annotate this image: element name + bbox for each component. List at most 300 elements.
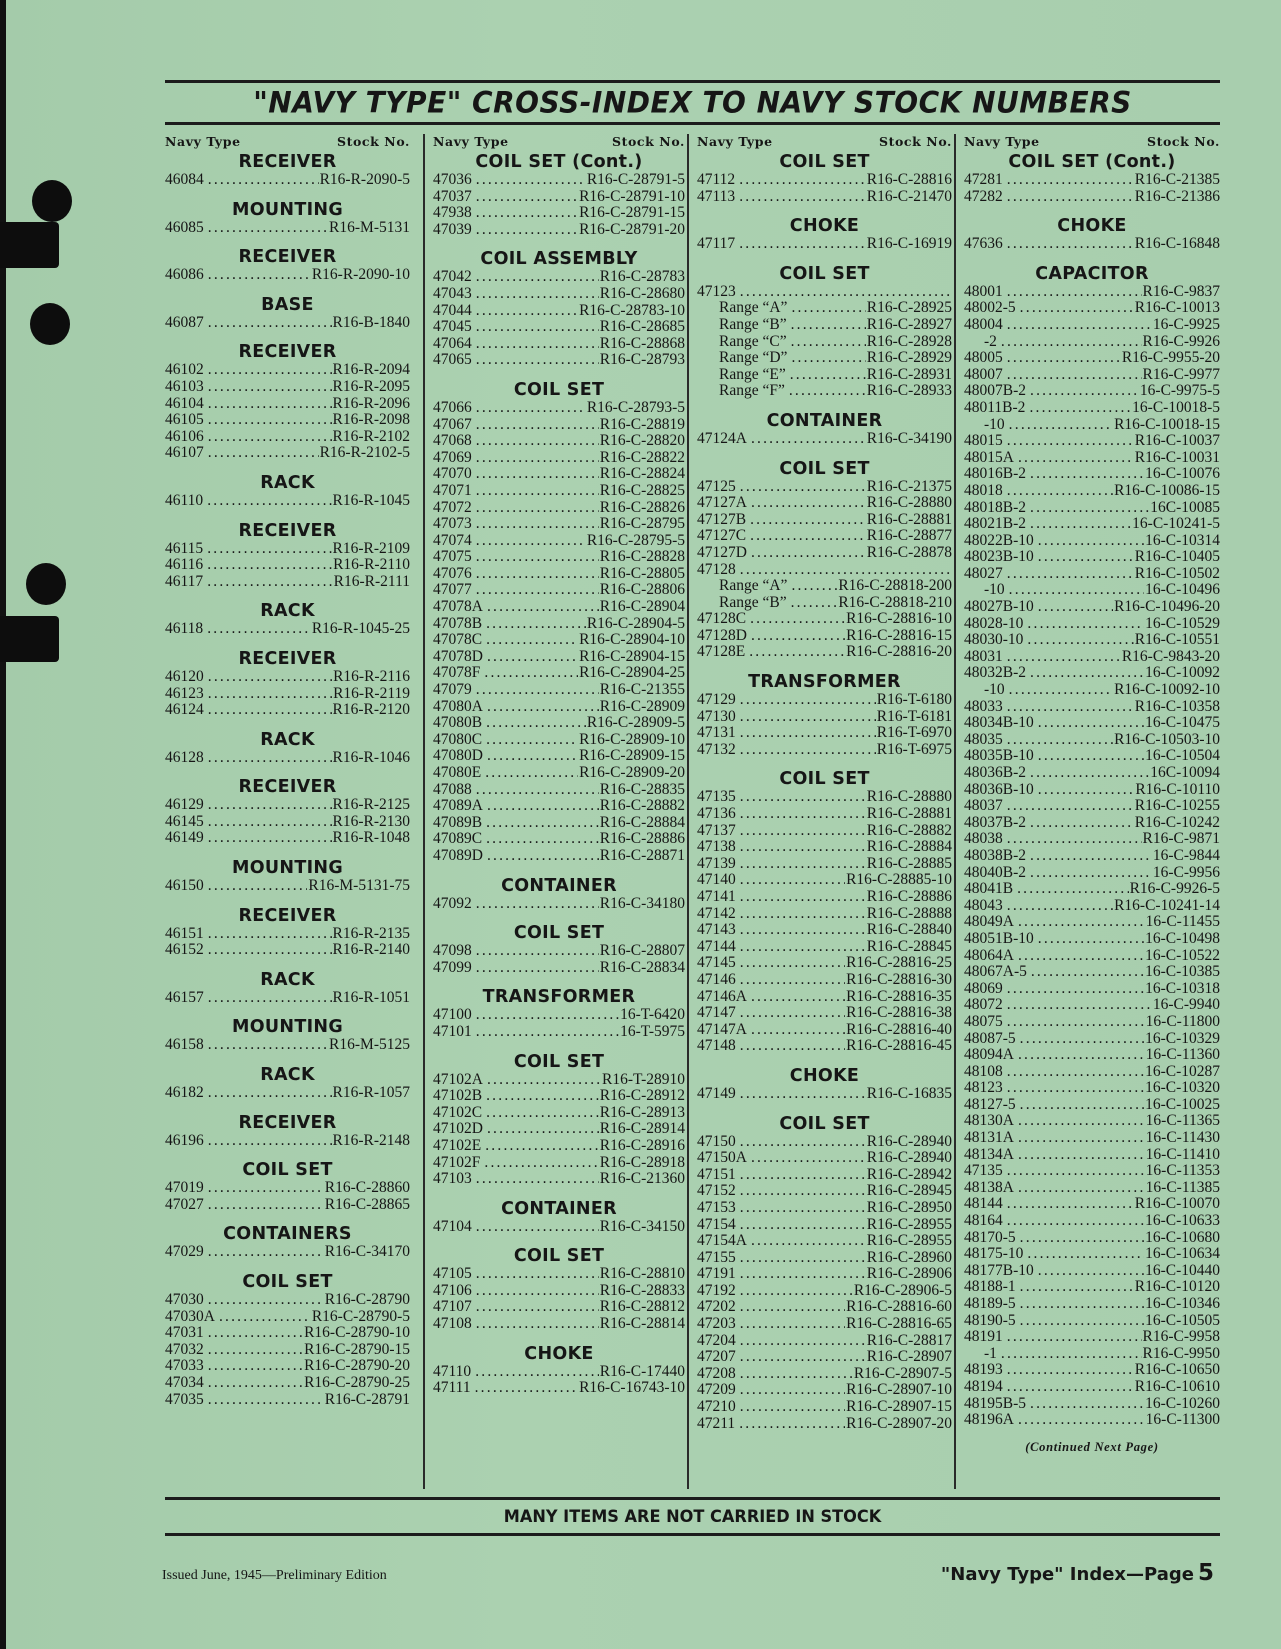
navy-type: 48016B-2 bbox=[964, 466, 1026, 483]
index-row bbox=[964, 1031, 1220, 1048]
index-row bbox=[697, 644, 952, 661]
stock-number: R16-C-16848 bbox=[1134, 236, 1220, 253]
leader-dots bbox=[1031, 964, 1144, 981]
leader-dots bbox=[1029, 400, 1131, 417]
stock-number: R16-C-28909-10 bbox=[579, 731, 685, 748]
stock-number: R16-C-9955-20 bbox=[1121, 350, 1220, 367]
index-row bbox=[433, 765, 685, 782]
navy-type: 47103 bbox=[433, 1171, 472, 1188]
index-row bbox=[697, 350, 952, 367]
index-row bbox=[964, 732, 1220, 749]
navy-type: 47135 bbox=[964, 1163, 1003, 1180]
navy-type: 48001 bbox=[964, 283, 1003, 300]
index-row bbox=[964, 1396, 1220, 1413]
index-row bbox=[964, 898, 1220, 915]
leader-dots bbox=[1027, 1246, 1144, 1263]
leader-dots bbox=[208, 412, 332, 429]
stock-number: R16-C-28886 bbox=[599, 831, 685, 848]
index-row bbox=[697, 1233, 952, 1250]
leader-dots bbox=[740, 1333, 866, 1350]
stock-number: R16-C-28816 bbox=[866, 172, 952, 188]
binder-tab-icon bbox=[0, 222, 59, 268]
index-row bbox=[964, 1329, 1220, 1346]
index-row bbox=[433, 500, 685, 517]
stock-number: R16-R-1051 bbox=[332, 989, 410, 1006]
leader-dots bbox=[749, 644, 845, 661]
index-row bbox=[433, 205, 685, 222]
navy-type: 47132 bbox=[697, 741, 736, 758]
stock-number: R16-C-28816-45 bbox=[846, 1038, 952, 1055]
index-row bbox=[964, 881, 1220, 898]
navy-type: 46158 bbox=[165, 1037, 204, 1054]
index-row bbox=[165, 814, 410, 831]
leader-dots bbox=[1030, 765, 1149, 782]
leader-dots bbox=[1007, 433, 1134, 450]
navy-type-header: Navy Type bbox=[165, 134, 241, 149]
stock-number: 16-C-9844 bbox=[1152, 847, 1220, 864]
leader-dots bbox=[740, 1316, 845, 1333]
category-heading: CONTAINER bbox=[501, 875, 617, 896]
leader-dots bbox=[475, 1364, 599, 1381]
stock-number: R16-C-28816-60 bbox=[846, 1299, 952, 1316]
leader-dots bbox=[485, 1138, 599, 1155]
index-row bbox=[964, 616, 1220, 633]
leader-dots bbox=[1007, 699, 1134, 716]
leader-dots bbox=[1020, 1097, 1144, 1114]
stock-number: R16-C-28907 bbox=[866, 1349, 952, 1366]
category-heading: COIL SET bbox=[779, 458, 870, 479]
index-row bbox=[433, 943, 685, 960]
index-row bbox=[964, 1163, 1220, 1180]
stock-number: R16-C-9950 bbox=[1142, 1345, 1220, 1362]
leader-dots bbox=[476, 352, 599, 369]
index-row bbox=[697, 939, 952, 956]
stock-number: 16-C-9940 bbox=[1152, 997, 1220, 1014]
stock-number: 16-C-11300 bbox=[1145, 1412, 1220, 1429]
index-row bbox=[697, 1316, 952, 1333]
navy-type: 47204 bbox=[697, 1332, 736, 1349]
navy-type: 48038 bbox=[964, 831, 1003, 848]
leader-dots bbox=[740, 906, 866, 923]
category-heading: MOUNTING bbox=[231, 199, 343, 220]
category-section bbox=[697, 769, 952, 1055]
leader-dots bbox=[208, 1342, 303, 1359]
category-heading: CHOKE bbox=[524, 1343, 594, 1364]
stock-number: R16-C-28790-5 bbox=[311, 1308, 410, 1325]
category-section bbox=[433, 152, 685, 238]
category-heading: CONTAINERS bbox=[223, 1224, 352, 1245]
category-section bbox=[165, 200, 410, 237]
navy-type: 47117 bbox=[697, 236, 736, 253]
leader-dots bbox=[487, 798, 599, 815]
title-bottom-rule bbox=[165, 122, 1220, 125]
binder-tab-icon bbox=[0, 616, 59, 662]
navy-type: 48177B-10 bbox=[964, 1262, 1034, 1279]
stock-number: R16-C-10502 bbox=[1134, 565, 1220, 582]
index-row bbox=[433, 1316, 685, 1333]
navy-type: 46151 bbox=[165, 925, 204, 942]
navy-type: 46103 bbox=[165, 378, 204, 395]
index-row bbox=[697, 1167, 952, 1184]
stock-number: R16-T-28910 bbox=[602, 1071, 685, 1088]
navy-type: 48027 bbox=[964, 565, 1003, 582]
index-row bbox=[697, 236, 952, 253]
navy-type: 46152 bbox=[165, 942, 204, 959]
stock-number: R16-R-2130 bbox=[332, 813, 410, 830]
leader-dots bbox=[750, 611, 845, 628]
index-row bbox=[964, 748, 1220, 765]
stock-number: R16-C-28790-15 bbox=[304, 1341, 410, 1358]
navy-type: 48193 bbox=[964, 1362, 1003, 1379]
leader-dots bbox=[1020, 1313, 1144, 1330]
stock-no-header: Stock No. bbox=[611, 134, 685, 149]
navy-type: -10 bbox=[984, 416, 1005, 433]
navy-type: 48037 bbox=[964, 798, 1003, 815]
category-section bbox=[165, 649, 410, 719]
stock-number: R16-C-21355 bbox=[599, 682, 685, 699]
navy-type: 47144 bbox=[697, 938, 736, 955]
index-row bbox=[165, 1037, 410, 1054]
stock-number: R16-C-34180 bbox=[599, 895, 685, 912]
stock-number: R16-C-28909-20 bbox=[579, 765, 685, 781]
category-section bbox=[697, 152, 952, 205]
navy-type: 47281 bbox=[964, 172, 1003, 188]
stock-number: R16-C-17440 bbox=[599, 1363, 685, 1380]
index-row bbox=[964, 1379, 1220, 1396]
navy-type: 47072 bbox=[433, 499, 472, 516]
index-row bbox=[964, 189, 1220, 206]
index-row bbox=[433, 433, 685, 450]
navy-type: 47080C bbox=[433, 731, 483, 748]
index-row bbox=[964, 1196, 1220, 1213]
column-header bbox=[697, 134, 952, 152]
index-row bbox=[165, 493, 410, 510]
stock-number: R16-M-5131 bbox=[329, 219, 410, 236]
stock-number: R16-C-28927 bbox=[866, 316, 952, 333]
index-row bbox=[165, 574, 410, 591]
leader-dots bbox=[208, 396, 332, 413]
stock-number: R16-C-28904-5 bbox=[586, 615, 685, 632]
index-row bbox=[433, 466, 685, 483]
leader-dots bbox=[1018, 1130, 1145, 1147]
leader-dots bbox=[740, 709, 876, 726]
index-row bbox=[433, 1088, 685, 1105]
leader-dots bbox=[1020, 1296, 1144, 1313]
index-row bbox=[697, 922, 952, 939]
leader-dots bbox=[789, 383, 866, 400]
category-heading: CAPACITOR bbox=[1035, 263, 1149, 284]
index-row bbox=[697, 1183, 952, 1200]
index-row bbox=[964, 1246, 1220, 1263]
index-row bbox=[433, 222, 685, 239]
leader-dots bbox=[476, 582, 599, 599]
leader-dots bbox=[740, 889, 866, 906]
navy-type: 47107 bbox=[433, 1299, 472, 1316]
leader-dots bbox=[476, 782, 599, 799]
navy-type: 47089C bbox=[433, 831, 483, 848]
navy-type: 47101 bbox=[433, 1023, 472, 1040]
navy-type: 47203 bbox=[697, 1316, 736, 1333]
stock-number: R16-C-28881 bbox=[866, 511, 952, 528]
category-heading: COIL SET bbox=[779, 1113, 870, 1134]
leader-dots bbox=[740, 1038, 845, 1055]
leader-dots bbox=[208, 814, 332, 831]
navy-type: 47146 bbox=[697, 971, 736, 988]
stock-number: 16-C-9956 bbox=[1152, 864, 1220, 881]
stock-number: R16-C-10242 bbox=[1134, 814, 1220, 831]
index-row bbox=[964, 865, 1220, 882]
leader-dots bbox=[476, 417, 599, 434]
stock-number: 16-C-10496 bbox=[1145, 582, 1220, 599]
leader-dots bbox=[1007, 1362, 1134, 1379]
navy-type: 46145 bbox=[165, 813, 204, 830]
stock-number: R16-C-10110 bbox=[1135, 781, 1220, 798]
category-heading: CHOKE bbox=[789, 1065, 860, 1086]
navy-type: 48022B-10 bbox=[964, 532, 1034, 549]
leader-dots bbox=[1030, 500, 1149, 517]
leader-dots bbox=[208, 990, 332, 1007]
leader-dots bbox=[791, 317, 866, 334]
navy-type: 48018B-2 bbox=[964, 499, 1026, 516]
navy-type: 47147A bbox=[697, 1021, 747, 1038]
stock-number: R16-C-21386 bbox=[1134, 188, 1220, 205]
index-row bbox=[964, 632, 1220, 649]
index-row bbox=[964, 383, 1220, 400]
leader-dots bbox=[1009, 682, 1113, 699]
stock-number: R16-C-28925 bbox=[866, 300, 952, 317]
index-row bbox=[697, 479, 952, 496]
navy-type: Range “B” bbox=[719, 594, 787, 611]
navy-type: 46087 bbox=[165, 314, 204, 331]
stock-number: R16-C-28845 bbox=[866, 938, 952, 955]
stock-number: R16-C-28904-15 bbox=[579, 648, 685, 665]
leader-dots bbox=[487, 699, 599, 716]
stock-number: R16-C-10650 bbox=[1134, 1362, 1220, 1379]
navy-type: 47150A bbox=[697, 1150, 747, 1167]
navy-type: 48032B-2 bbox=[964, 665, 1026, 682]
leader-dots bbox=[207, 557, 332, 574]
stock-number: R16-C-28880 bbox=[866, 789, 952, 806]
stock-number: R16-C-28825 bbox=[599, 482, 685, 499]
leader-dots bbox=[751, 989, 845, 1006]
leader-dots bbox=[1007, 1379, 1134, 1396]
leader-dots bbox=[740, 1005, 845, 1022]
index-row bbox=[964, 782, 1220, 799]
category-section bbox=[433, 1052, 685, 1188]
index-row bbox=[433, 748, 685, 765]
index-row bbox=[165, 797, 410, 814]
navy-type: 48075 bbox=[964, 1013, 1003, 1030]
leader-dots bbox=[1001, 1346, 1142, 1363]
punch-hole-icon bbox=[32, 180, 72, 222]
leader-dots bbox=[1007, 317, 1152, 334]
navy-type: 46106 bbox=[165, 428, 204, 445]
category-heading: COIL SET bbox=[513, 1246, 605, 1267]
navy-type: 48021B-2 bbox=[964, 516, 1026, 533]
category-section bbox=[165, 1160, 410, 1213]
index-row bbox=[697, 431, 952, 448]
category-section bbox=[697, 459, 952, 662]
stock-number: R16-C-28916 bbox=[599, 1137, 685, 1154]
stock-number: R16-R-2120 bbox=[332, 702, 410, 719]
stock-number: R16-C-28909 bbox=[599, 698, 685, 715]
stock-number: R16-C-28685 bbox=[599, 319, 685, 336]
leader-dots bbox=[1007, 981, 1144, 998]
navy-type: 47077 bbox=[433, 582, 472, 599]
stock-number: R16-R-2111 bbox=[333, 573, 410, 590]
leader-dots bbox=[740, 1183, 866, 1200]
leader-dots bbox=[476, 566, 599, 583]
index-row bbox=[433, 1380, 685, 1397]
punch-hole-icon bbox=[26, 563, 66, 605]
leader-dots bbox=[739, 189, 866, 206]
index-row bbox=[964, 765, 1220, 782]
category-section bbox=[165, 906, 410, 959]
index-row bbox=[964, 566, 1220, 583]
navy-type: 47128 bbox=[697, 561, 736, 578]
leader-dots bbox=[1038, 599, 1113, 616]
navy-type: 47030 bbox=[165, 1292, 204, 1308]
leader-dots bbox=[208, 926, 332, 943]
navy-type: 47140 bbox=[697, 872, 736, 889]
navy-type: 48087-5 bbox=[964, 1030, 1016, 1047]
index-row bbox=[433, 533, 685, 550]
leader-dots bbox=[1038, 931, 1144, 948]
stock-number: R16-C-21375 bbox=[866, 478, 952, 495]
navy-type: 47078D bbox=[433, 648, 483, 665]
index-row bbox=[964, 914, 1220, 931]
category-heading: RECEIVER bbox=[238, 152, 337, 172]
stock-number: R16-C-10503-10 bbox=[1114, 731, 1220, 748]
leader-dots bbox=[1007, 483, 1113, 500]
navy-type: 48195B-5 bbox=[964, 1395, 1026, 1412]
stock-number: R16-M-5125 bbox=[329, 1037, 410, 1054]
navy-type: 47039 bbox=[433, 221, 472, 238]
leader-dots bbox=[476, 400, 586, 417]
category-section bbox=[433, 1344, 685, 1397]
navy-type: 48040B-2 bbox=[964, 864, 1026, 881]
leader-dots bbox=[1018, 1147, 1145, 1164]
stock-number: R16-C-28942 bbox=[866, 1166, 952, 1183]
index-row bbox=[964, 1362, 1220, 1379]
stock-number: R16-T-6970 bbox=[876, 725, 952, 742]
navy-type: 48134A bbox=[964, 1146, 1014, 1163]
category-heading: RECEIVER bbox=[238, 247, 337, 268]
navy-type: 47106 bbox=[433, 1282, 472, 1299]
stock-number: R16-R-2098 bbox=[332, 412, 410, 429]
index-row bbox=[433, 286, 685, 303]
leader-dots bbox=[1020, 1230, 1144, 1247]
notice-bottom-rule bbox=[165, 1533, 1220, 1536]
stock-number: R16-C-28909-5 bbox=[586, 715, 685, 732]
index-row bbox=[433, 1024, 685, 1041]
stock-number: R16-R-2102 bbox=[332, 428, 410, 445]
leader-dots bbox=[484, 1155, 598, 1172]
category-heading: CHOKE bbox=[1057, 216, 1127, 237]
leader-dots bbox=[1038, 715, 1144, 732]
leader-dots bbox=[740, 839, 866, 856]
navy-type: 47111 bbox=[433, 1380, 471, 1397]
index-row bbox=[964, 533, 1220, 550]
stock-number: R16-C-28680 bbox=[599, 285, 685, 302]
navy-type: 47127C bbox=[697, 528, 747, 545]
leader-dots bbox=[476, 1007, 619, 1024]
navy-type: 47152 bbox=[697, 1183, 736, 1200]
stock-number: R16-C-28834 bbox=[599, 959, 685, 976]
leader-dots bbox=[1007, 997, 1152, 1014]
stock-number: 16-C-10633 bbox=[1145, 1213, 1220, 1230]
navy-type: Range “F” bbox=[719, 383, 785, 400]
leader-dots bbox=[1030, 865, 1152, 882]
leader-dots bbox=[476, 1266, 599, 1283]
stock-number: R16-C-28833 bbox=[599, 1282, 685, 1299]
index-row bbox=[165, 1180, 410, 1197]
leader-dots bbox=[1007, 649, 1121, 666]
index-row bbox=[697, 1349, 952, 1366]
leader-dots bbox=[1007, 1196, 1134, 1213]
navy-type: 47128C bbox=[697, 611, 747, 628]
leader-dots bbox=[751, 628, 845, 645]
stock-no-header: Stock No. bbox=[1146, 134, 1220, 149]
index-row bbox=[964, 1064, 1220, 1081]
stock-number: R16-C-28816-20 bbox=[846, 644, 952, 661]
stock-number: 16-C-10504 bbox=[1145, 748, 1220, 765]
navy-type: 47137 bbox=[697, 822, 736, 839]
leader-dots bbox=[740, 823, 866, 840]
stock-number: 16-C-11430 bbox=[1145, 1130, 1220, 1147]
category-section bbox=[165, 473, 410, 510]
navy-type: 47102D bbox=[433, 1121, 483, 1138]
index-row bbox=[165, 1244, 410, 1261]
leader-dots bbox=[1009, 417, 1113, 434]
leader-dots bbox=[740, 806, 866, 823]
stock-number: R16-C-10241-14 bbox=[1114, 897, 1220, 914]
stock-number: R16-C-28791 bbox=[324, 1391, 410, 1408]
leader-dots bbox=[487, 1121, 599, 1138]
leader-dots bbox=[208, 686, 332, 703]
leader-dots bbox=[1030, 815, 1134, 832]
leader-dots bbox=[208, 429, 332, 446]
leader-dots bbox=[1038, 533, 1144, 550]
category-heading: RACK bbox=[260, 601, 315, 622]
leader-dots bbox=[487, 599, 599, 616]
stock-number: R16-C-10496-20 bbox=[1114, 599, 1220, 616]
stock-number: R16-R-1057 bbox=[332, 1085, 410, 1102]
navy-type: 47102B bbox=[433, 1088, 483, 1105]
leader-dots bbox=[791, 300, 865, 317]
navy-type: 46117 bbox=[165, 573, 204, 590]
index-row bbox=[964, 848, 1220, 865]
stock-number: R16-C-28816-65 bbox=[846, 1316, 952, 1333]
index-row bbox=[433, 1121, 685, 1138]
navy-type: 48127-5 bbox=[964, 1096, 1016, 1113]
index-row bbox=[165, 1309, 410, 1326]
leader-dots bbox=[476, 466, 599, 483]
leader-dots bbox=[1007, 831, 1142, 848]
stock-number: 16-C-11410 bbox=[1145, 1146, 1220, 1163]
stock-number: R16-C-28907-5 bbox=[853, 1365, 952, 1382]
index-row bbox=[964, 417, 1220, 434]
index-row bbox=[433, 815, 685, 832]
navy-type: 48144 bbox=[964, 1196, 1003, 1213]
title-top-rule bbox=[165, 80, 1220, 83]
index-row bbox=[433, 649, 685, 666]
index-row bbox=[433, 516, 685, 533]
stock-number: R16-C-28828 bbox=[599, 549, 685, 566]
leader-dots bbox=[476, 960, 599, 977]
leader-dots bbox=[740, 725, 876, 742]
leader-dots bbox=[1007, 172, 1134, 189]
